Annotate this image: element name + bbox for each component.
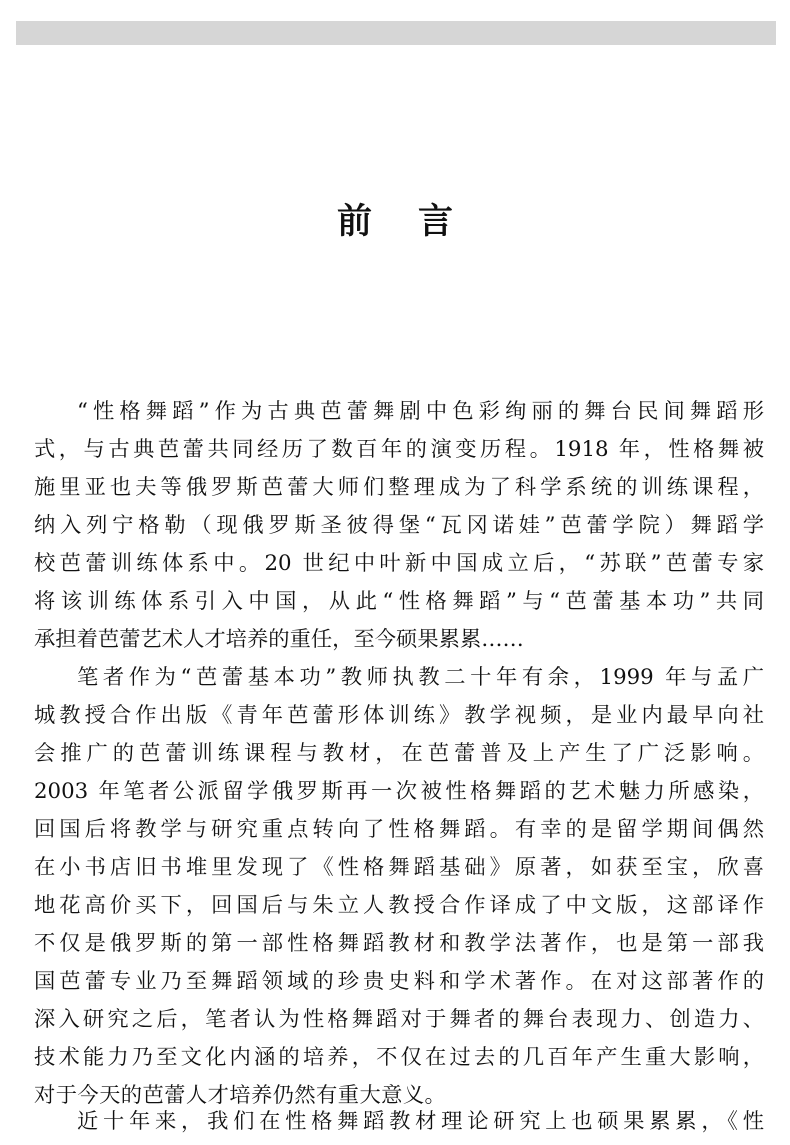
text-line: 深入研究之后，笔者认为性格舞蹈对于舞者的舞台表现力、创造力、: [34, 1007, 764, 1032]
text-line: 在小书店旧书堆里发现了《性格舞蹈基础》原著，如获至宝，欣喜: [34, 855, 764, 880]
text-line: 校芭蕾训练体系中。20 世纪中叶新中国成立后，“苏联”芭蕾专家: [34, 551, 764, 576]
text-line: 式，与古典芭蕾共同经历了数百年的演变历程。1918 年，性格舞被: [34, 437, 764, 462]
text-line: 承担着芭蕾艺术人才培养的重任，至今硕果累累……: [34, 627, 524, 652]
text-line: 近十年来，我们在性格舞蹈教材理论研究上也硕果累累，《性: [77, 1109, 764, 1134]
text-line: 会推广的芭蕾训练课程与教材，在芭蕾普及上产生了广泛影响。: [34, 741, 764, 766]
text-line: 回国后将教学与研究重点转向了性格舞蹈。有幸的是留学期间偶然: [34, 817, 764, 842]
text-line: 笔者作为“芭蕾基本功”教师执教二十年有余，1999 年与孟广: [77, 665, 764, 690]
text-line: 2003 年笔者公派留学俄罗斯再一次被性格舞蹈的艺术魅力所感染，: [34, 779, 764, 804]
text-line: 地花高价买下，回国后与朱立人教授合作译成了中文版，这部译作: [34, 893, 764, 918]
text-line: “性格舞蹈”作为古典芭蕾舞剧中色彩绚丽的舞台民间舞蹈形: [77, 399, 764, 424]
page-title: 前言: [336, 202, 499, 242]
text-line: 施里亚也夫等俄罗斯芭蕾大师们整理成为了科学系统的训练课程，: [34, 475, 764, 500]
text-line: 将该训练体系引入中国，从此“性格舞蹈”与“芭蕾基本功”共同: [34, 589, 764, 614]
text-line: 国芭蕾专业乃至舞蹈领域的珍贵史料和学术著作。在对这部著作的: [34, 969, 764, 994]
text-line: 纳入列宁格勒（现俄罗斯圣彼得堡“瓦冈诺娃”芭蕾学院）舞蹈学: [34, 513, 764, 538]
text-line: 对于今天的芭蕾人才培养仍然有重大意义。: [34, 1083, 447, 1108]
text-line: 技术能力乃至文化内涵的培养，不仅在过去的几百年产生重大影响，: [34, 1045, 764, 1070]
text-line: 城教授合作出版《青年芭蕾形体训练》教学视频，是业内最早向社: [34, 703, 764, 728]
top-gray-bar: [16, 21, 776, 45]
text-line: 不仅是俄罗斯的第一部性格舞蹈教材和教学法著作，也是第一部我: [34, 931, 764, 956]
